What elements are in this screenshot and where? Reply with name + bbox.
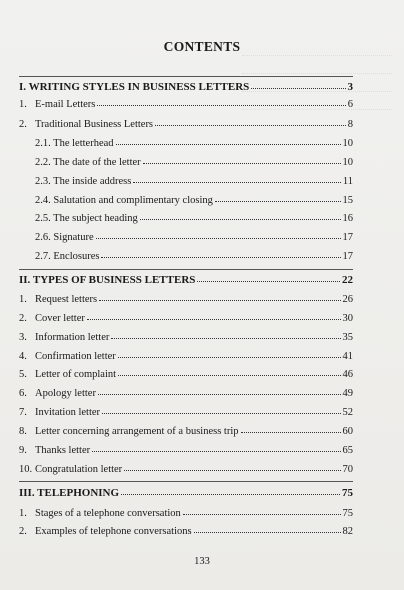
dot-leader: [101, 248, 340, 258]
toc-entry[interactable]: [19, 424, 353, 438]
toc-entry-label: Cover letter: [35, 313, 85, 324]
toc-page-number: 82: [342, 526, 353, 537]
toc-page-number: 75: [342, 508, 353, 519]
toc-entry-label: Letter of complaint: [35, 369, 117, 380]
toc-page-number: 65: [342, 445, 353, 456]
toc-page-number: 26: [342, 294, 353, 305]
toc-entry[interactable]: [19, 311, 353, 325]
toc-entry[interactable]: [19, 524, 353, 538]
toc-entry-label: 2.3. The inside address: [35, 176, 132, 187]
toc-page-number: 11: [342, 176, 353, 187]
toc-section-heading[interactable]: [19, 273, 353, 287]
page-number: 133: [194, 556, 210, 567]
toc-entry-number: 8.: [19, 426, 27, 437]
toc-section-label: II. TYPES OF BUSINESS LETTERS: [19, 274, 196, 286]
toc-page-number: 70: [342, 464, 353, 475]
toc-page-number: 41: [342, 351, 353, 362]
toc-page-number: 15: [342, 195, 353, 206]
dot-leader: [140, 210, 341, 220]
dot-leader: [87, 310, 341, 320]
toc-page-number: 49: [342, 388, 353, 399]
toc-entry-label: Thanks letter: [35, 445, 91, 456]
toc-page-number: 8: [347, 119, 353, 130]
toc-page-number: 17: [342, 232, 353, 243]
toc-subentry[interactable]: [19, 193, 353, 207]
dot-leader: [97, 96, 345, 106]
dot-leader: [215, 192, 341, 202]
toc-subentry[interactable]: [19, 249, 353, 263]
toc-page-number: 3: [347, 81, 353, 93]
dot-leader: [96, 229, 341, 239]
toc-page-number: 6: [347, 99, 353, 110]
toc-entry-label: E-mail Letters: [35, 99, 96, 110]
dot-leader: [102, 404, 340, 414]
toc-section-heading[interactable]: [19, 80, 353, 94]
toc-page-number: 35: [342, 332, 353, 343]
toc-entry-number: 9.: [19, 445, 27, 456]
dot-leader: [118, 348, 341, 358]
toc-entry[interactable]: [19, 292, 353, 306]
toc-subentry[interactable]: [19, 230, 353, 244]
page-title: CONTENTS: [163, 39, 241, 54]
dot-leader: [116, 135, 341, 145]
toc-subentry[interactable]: [19, 136, 353, 150]
toc-entry[interactable]: [19, 330, 353, 344]
toc-entry-number: 1.: [19, 294, 27, 305]
toc-page-number: 30: [342, 313, 353, 324]
toc-subentry[interactable]: [19, 211, 353, 225]
toc-entry-number: 1.: [19, 99, 27, 110]
toc-entry-label: 2.2. The date of the letter: [35, 157, 141, 168]
toc-entry-label: Examples of telephone conversations: [35, 526, 192, 537]
toc-page-number: 60: [342, 426, 353, 437]
dot-leader: [99, 291, 340, 301]
toc-entry-label: Information letter: [35, 332, 110, 343]
toc-page-number: 10: [342, 157, 353, 168]
dot-leader: [241, 423, 341, 433]
toc-entry-number: 3.: [19, 332, 27, 343]
toc-entry-label: 2.5. The subject heading: [35, 213, 138, 224]
toc-section-label: III. TELEPHONING: [19, 487, 120, 499]
toc-page-number: 46: [342, 369, 353, 380]
toc-entry-number: 2.: [19, 526, 27, 537]
toc-entry[interactable]: [19, 349, 353, 363]
dot-leader: [197, 272, 340, 282]
toc-entry-label: 2.7. Enclosures: [35, 251, 100, 262]
toc-entry-number: 1.: [19, 508, 27, 519]
dot-leader: [194, 523, 341, 533]
toc-section-label: I. WRITING STYLES IN BUSINESS LETTERS: [19, 81, 250, 93]
dot-leader: [143, 154, 341, 164]
dot-leader: [183, 505, 341, 515]
toc-page-number: 10: [342, 138, 353, 149]
toc-entry-label: Confirmation letter: [35, 351, 116, 362]
divider-section-2: [19, 269, 353, 270]
toc-entry-label: Traditional Business Letters: [35, 119, 154, 130]
toc-entry-label: 2.6. Signature: [35, 232, 94, 243]
dot-leader: [92, 442, 340, 452]
toc-entry-number: 7.: [19, 407, 27, 418]
dot-leader: [251, 79, 345, 89]
toc-entry-label: 2.1. The letterhead: [35, 138, 114, 149]
dot-leader: [121, 485, 340, 495]
toc-section-heading[interactable]: [19, 486, 353, 500]
toc-page-number: 22: [342, 274, 353, 286]
toc-entry-number: 6.: [19, 388, 27, 399]
divider-top: [19, 76, 353, 77]
dot-leader: [98, 385, 341, 395]
toc-entry[interactable]: [19, 443, 353, 457]
toc-entry[interactable]: [19, 462, 353, 476]
toc-entry[interactable]: [19, 97, 353, 111]
toc-entry-label: Request letters: [35, 294, 98, 305]
toc-entry-number: 10.: [19, 464, 33, 475]
toc-entry[interactable]: [19, 367, 353, 381]
toc-entry-label: Invitation letter: [35, 407, 101, 418]
toc-entry-label: Letter concerning arrangement of a business trip: [35, 426, 239, 437]
toc-entry[interactable]: [19, 405, 353, 419]
toc-entry[interactable]: [19, 506, 353, 520]
toc-entry-label: Apology letter: [35, 388, 96, 399]
divider-section-3: [19, 481, 353, 482]
toc-page-number: 17: [342, 251, 353, 262]
toc-entry-number: 2.: [19, 313, 27, 324]
toc-entry[interactable]: [19, 386, 353, 400]
toc-entry-label: Stages of a telephone conversation: [35, 508, 181, 519]
toc-subentry[interactable]: [19, 174, 353, 188]
toc-entry-label: Congratulation letter: [35, 464, 123, 475]
dot-leader: [118, 366, 340, 376]
toc-entry-number: 5.: [19, 369, 27, 380]
dot-leader: [111, 329, 340, 339]
toc-entry-label: 2.4. Salutation and complimentary closing: [35, 195, 213, 206]
toc-entry[interactable]: [19, 117, 353, 131]
dot-leader: [133, 173, 341, 183]
toc-page-number: 16: [342, 213, 353, 224]
toc-entry-number: 2.: [19, 119, 27, 130]
toc-page-number: 75: [342, 487, 353, 499]
toc-subentry[interactable]: [19, 155, 353, 169]
toc-entry-number: 4.: [19, 351, 27, 362]
dot-leader: [155, 116, 346, 126]
toc-page-number: 52: [342, 407, 353, 418]
dot-leader: [124, 461, 340, 471]
